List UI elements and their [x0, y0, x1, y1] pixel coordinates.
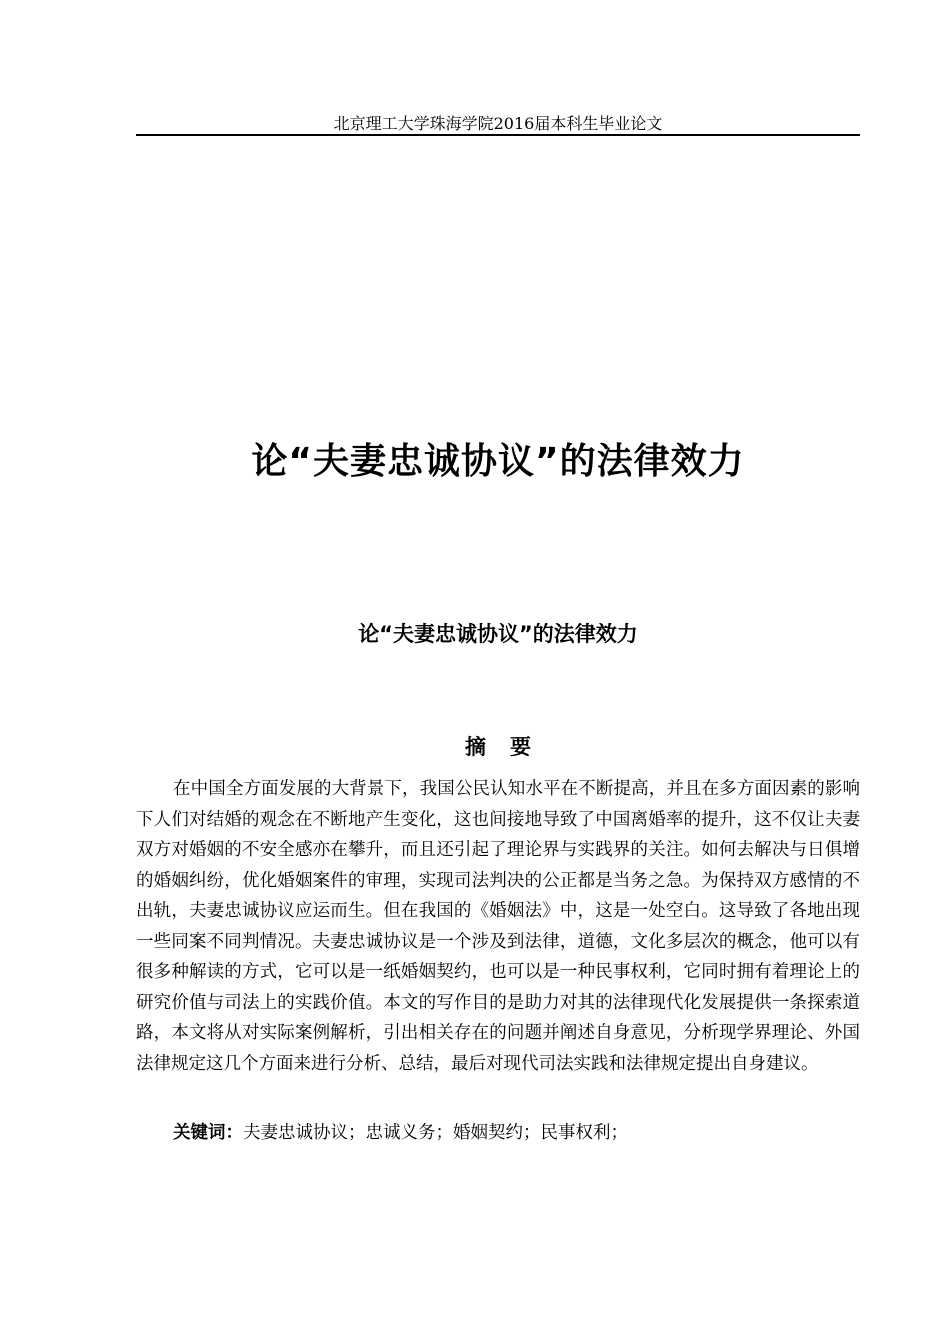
keywords-label: 关键词： — [173, 1123, 243, 1143]
header-rule — [136, 134, 860, 136]
abstract-body: 在中国全方面发展的大背景下，我国公民认知水平在不断提高，并且在多方面因素的影响下人们对结婚的观念在不断地产生变化，这也间接地导致了中国离婚率的提升，这不仅让夫妻双方对婚姻的不安全感亦在攀升，而且还引起了理论界与实践界的关注。如何去解决与日俱增的婚姻纠纷，优化婚姻案件的审理，实现司法判决的公正都是当务之急。为保持双方感情的不出轨，夫妻忠诚协议应运而生。但在我国的《婚姻法》中，这是一处空白。这导致了各地出现一些同案不同判情况。夫妻忠诚协议是一个涉及到法律，道德，文化多层次的概念，他可以有很多种解读的方式，它可以是一纸婚姻契约，也可以是一种民事权利，它同时拥有着理论上的研究价值与司法上的实践价值。本文的写作目的是助力对其的法律现代化发展提供一条探索道路，本文将从对实际案例解析，引出相关存在的问题并阐述自身意见，分析现学界理论、外国法律规定这几个方面来进行分析、总结，最后对现代司法实践和法律规定提出自身建议。 — [136, 779, 860, 1074]
keywords-line — [136, 1118, 860, 1149]
thesis-subtitle: 论“夫妻忠诚协议”的法律效力 — [358, 622, 638, 646]
running-header: 北京理工大学珠海学院2016届本科生毕业论文 — [333, 114, 663, 133]
abstract-heading: 摘要 — [465, 735, 555, 759]
keywords-text: 夫妻忠诚协议；忠诚义务；婚姻契约；民事权利； — [243, 1123, 628, 1143]
thesis-title: 论“夫妻忠诚协议”的法律效力 — [251, 441, 745, 482]
